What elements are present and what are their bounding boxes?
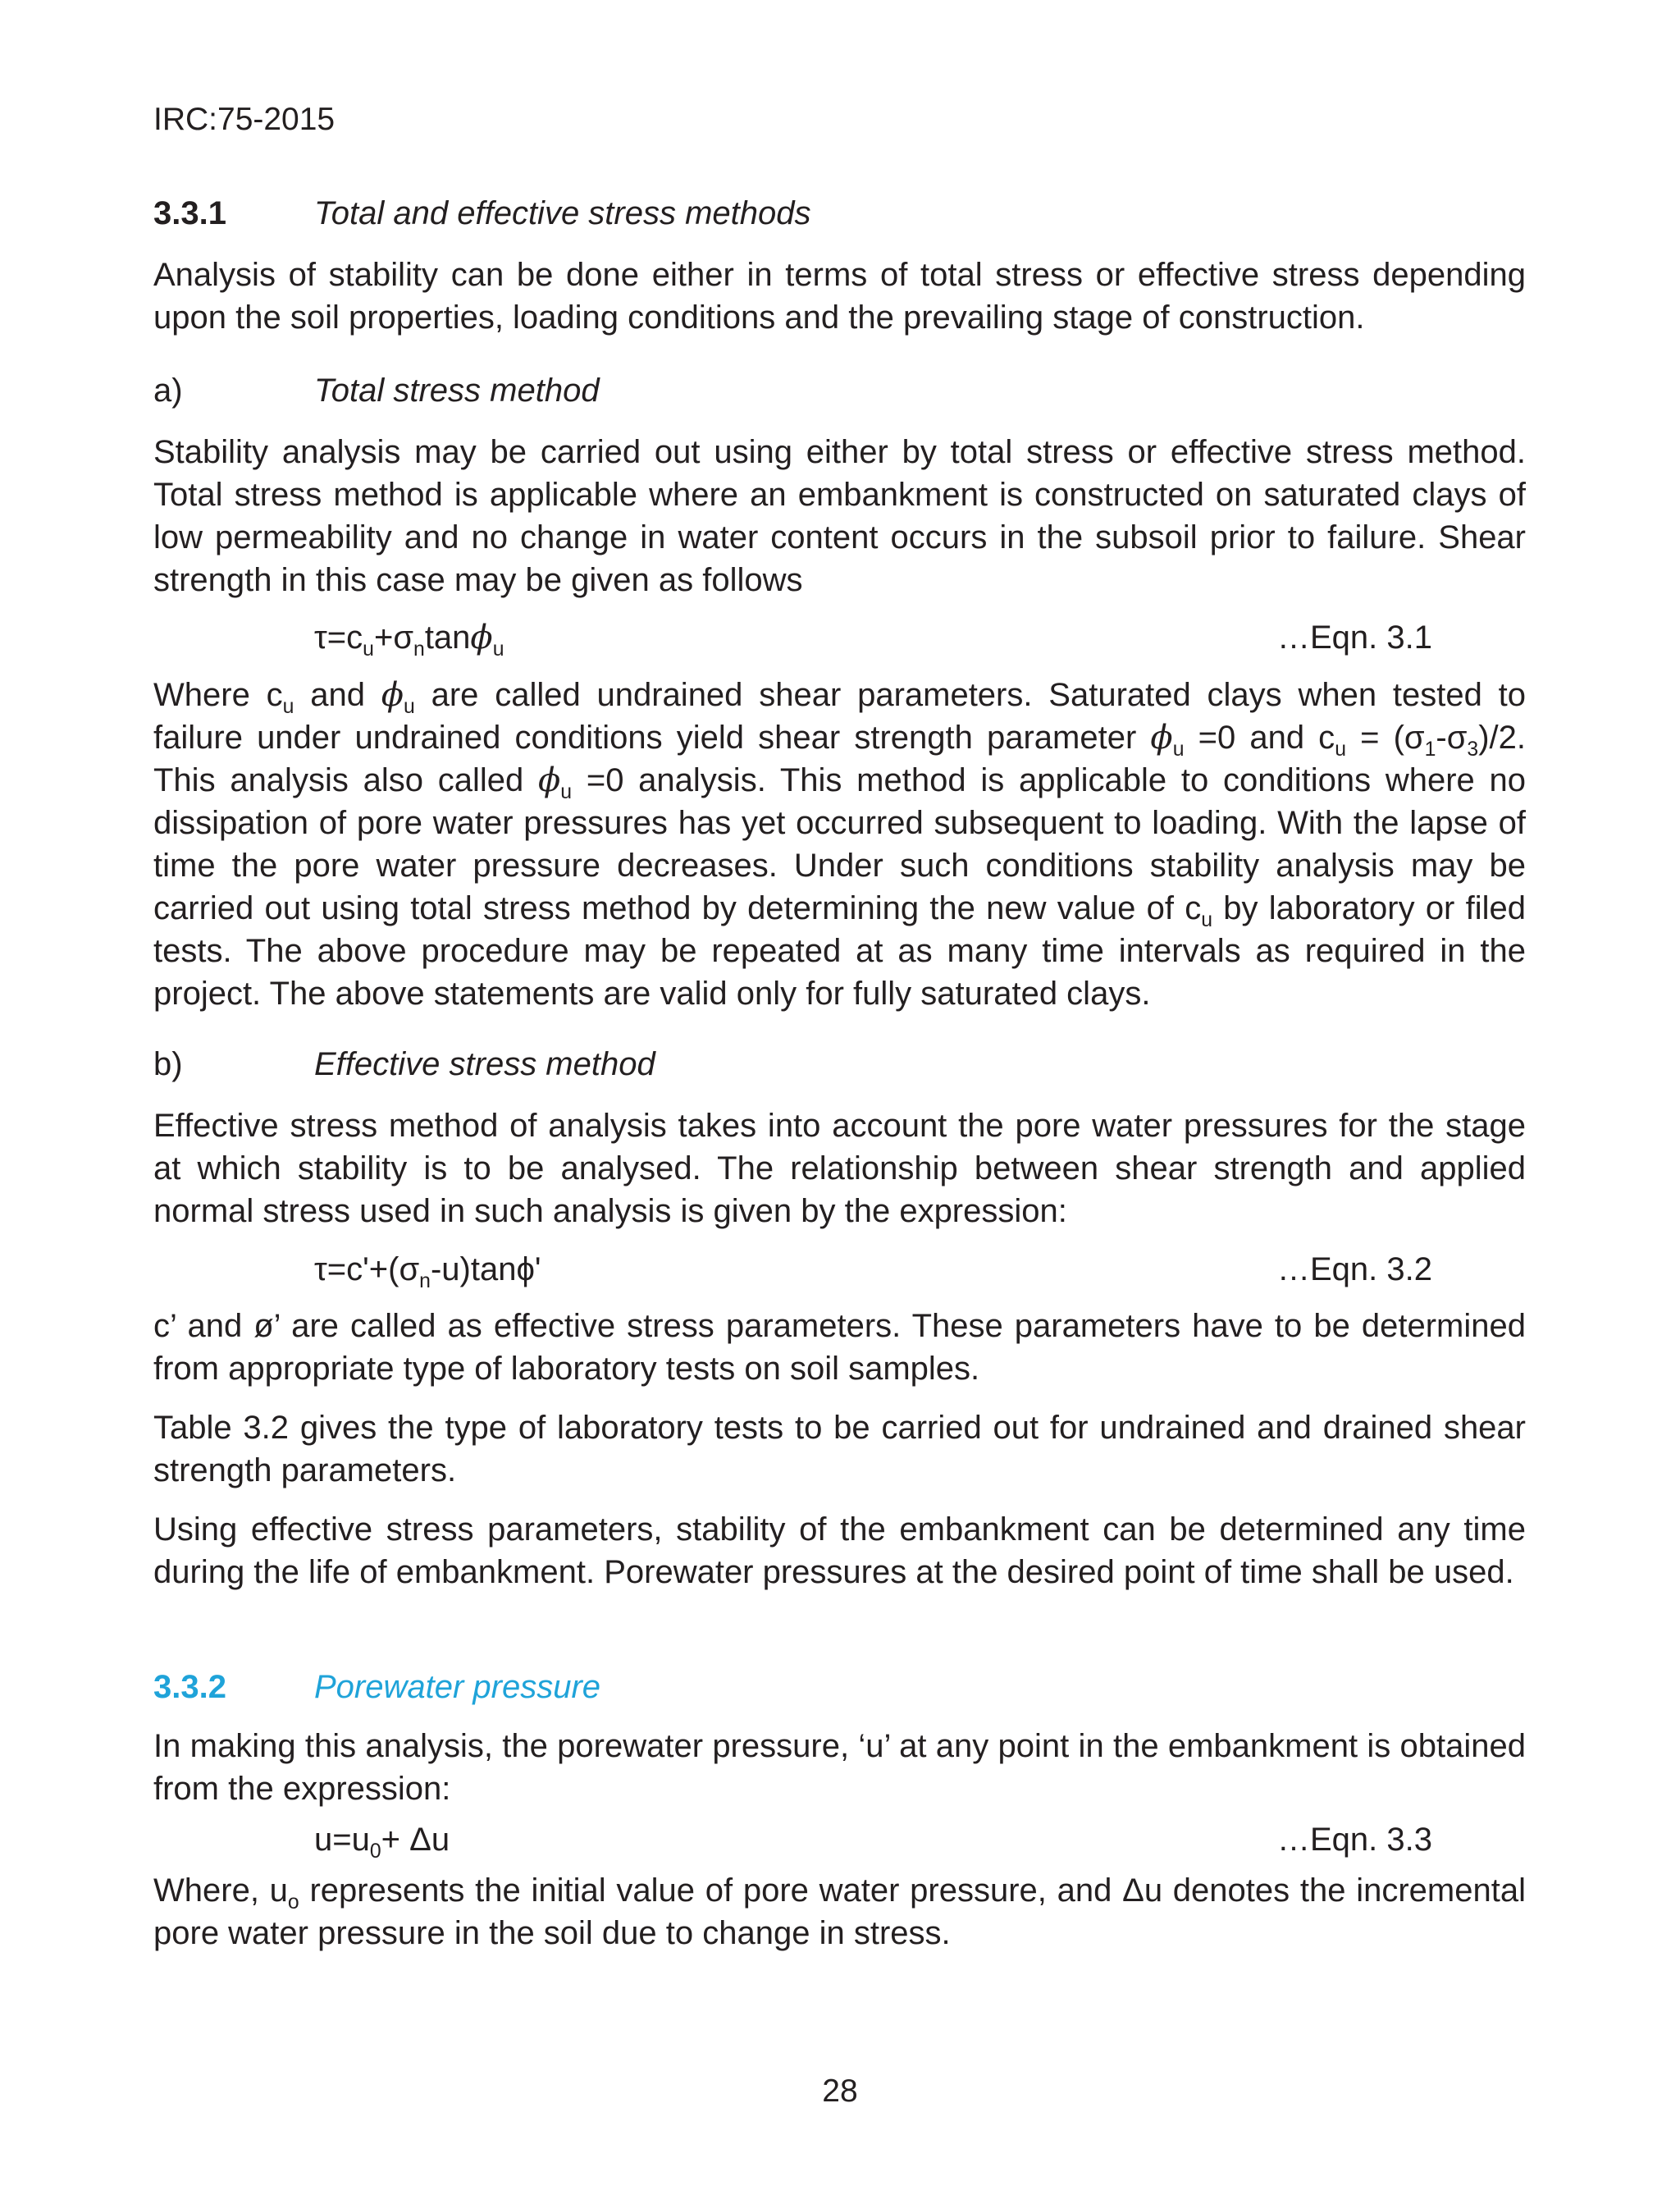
para-text: =0 analysis. This method is applicable to conditions where no dissipation of pore water pressures has yet occurred subsequent to loading. With the lapse of time the pore water pressure decreases. Under such conditions stability analysis may be carried out using total stress method by determining the new value of c xyxy=(153,762,1527,926)
para-text: represents the initial value of pore water pressure, and Δu denotes the incremental pore water pressure in the soil due to change in stress. xyxy=(153,1872,1526,1951)
undrained-parameters-paragraph: Where $c_u$ and $\phi_u$ are called undrained shear parameters. Saturated clays when tested to failure under undrained conditions yield shear strength parameter $\phi_u =0$ and $c_u = (\sigma_1-\sigma_3)/2$. This analysis also called $\phi_u =0$ analysis. This method is applicable to conditions where no dissipation of pore water pressures has yet occurred subsequent to loading. With the lapse of time the pore water pressure decreases. Under such conditions stability analysis may be carried out using total stress method by determining the new value of $c_u$ by laboratory or filed tests. The above procedure may be repeated at as many time intervals as required in the project. The above statements are valid only for fully saturated clays. xyxy=(153,676,1527,1012)
subheading-total-stress xyxy=(153,373,600,409)
equation-reference: …Eqn. 3.1 xyxy=(1276,620,1432,656)
section-number: 3.3.1 xyxy=(153,195,226,231)
item-title: Effective stress method xyxy=(314,1046,655,1082)
equation-expression: $\tau=c'+(\sigma_n-u)\tan\phi'$ xyxy=(314,1251,541,1292)
para-text: Where, u xyxy=(153,1872,288,1909)
item-label: b) xyxy=(153,1046,183,1082)
section-heading-3-3-2 xyxy=(153,1669,600,1706)
table-reference-paragraph: Table 3.2 gives the type of laboratory tests to be carried out for undrained and drained shear strength parameters. xyxy=(153,1410,1526,1488)
section-intro-paragraph: Analysis of stability can be done either in terms of total stress or effective stress depending upon the soil properties, loading conditions and the prevailing stage of construction. xyxy=(153,257,1526,336)
equation-expression: $\tau=c_u+\sigma_n\tan\phi_u$ xyxy=(314,619,504,661)
item-title: Total stress method xyxy=(314,373,600,409)
porewater-definition-paragraph: Where, $u_o$ represents the initial value of pore water pressure, and Δu denotes the incremental pore water pressure in the soil due to change in stress. xyxy=(153,1872,1526,1951)
effective-parameters-paragraph: c’ and ø’ are called as effective stress parameters. These parameters have to be determined from appropriate type of laboratory tests on soil samples. xyxy=(153,1308,1526,1387)
page-number: 28 xyxy=(822,2073,858,2109)
section-title: Total and effective stress methods xyxy=(314,195,811,231)
equation-3-2 xyxy=(314,1248,1432,1291)
total-stress-paragraph: Stability analysis may be carried out using either by total stress or effective stress method. Total stress method is applicable where an embankment is constructed on saturated clays of low permeability and no change in water content occurs in the subsoil prior to failure. Shear strength in this case may be given as follows xyxy=(153,434,1526,598)
embankment-life-paragraph: Using effective stress parameters, stability of the embankment can be determined any time during the life of embankment. Porewater pressures at the desired point of time shall be used. xyxy=(153,1511,1526,1590)
document-code: IRC:75-2015 xyxy=(153,102,336,137)
effective-stress-paragraph: Effective stress method of analysis takes into account the pore water pressures for the stage at which stability is to be analysed. The relationship between shear strength and applied normal stress used in such analysis is given by the expression: xyxy=(153,1108,1526,1229)
para-text: Where c xyxy=(153,677,283,713)
equation-reference: …Eqn. 3.2 xyxy=(1276,1251,1432,1287)
section-heading-3-3-1 xyxy=(153,195,811,232)
equation-reference: …Eqn. 3.3 xyxy=(1276,1822,1432,1858)
section-number: 3.3.2 xyxy=(153,1669,226,1705)
equation-3-3 xyxy=(314,1818,1432,1861)
item-label: a) xyxy=(153,373,183,409)
section-title: Porewater pressure xyxy=(314,1669,601,1705)
subheading-effective-stress xyxy=(153,1046,655,1083)
para-text: by laboratory or filed tests. The above procedure may be repeated at as many time intervals as required in the project. The above statements are valid only for fully saturated clays. xyxy=(153,890,1526,1012)
equation-expression: $u=u_0+ \Delta u$ xyxy=(314,1822,450,1863)
para-text: This analysis also called xyxy=(153,762,524,798)
equation-3-1 xyxy=(314,616,1432,659)
porewater-intro-paragraph: In making this analysis, the porewater pressure, ‘u’ at any point in the embankment is obtained from the expression: xyxy=(153,1728,1526,1807)
